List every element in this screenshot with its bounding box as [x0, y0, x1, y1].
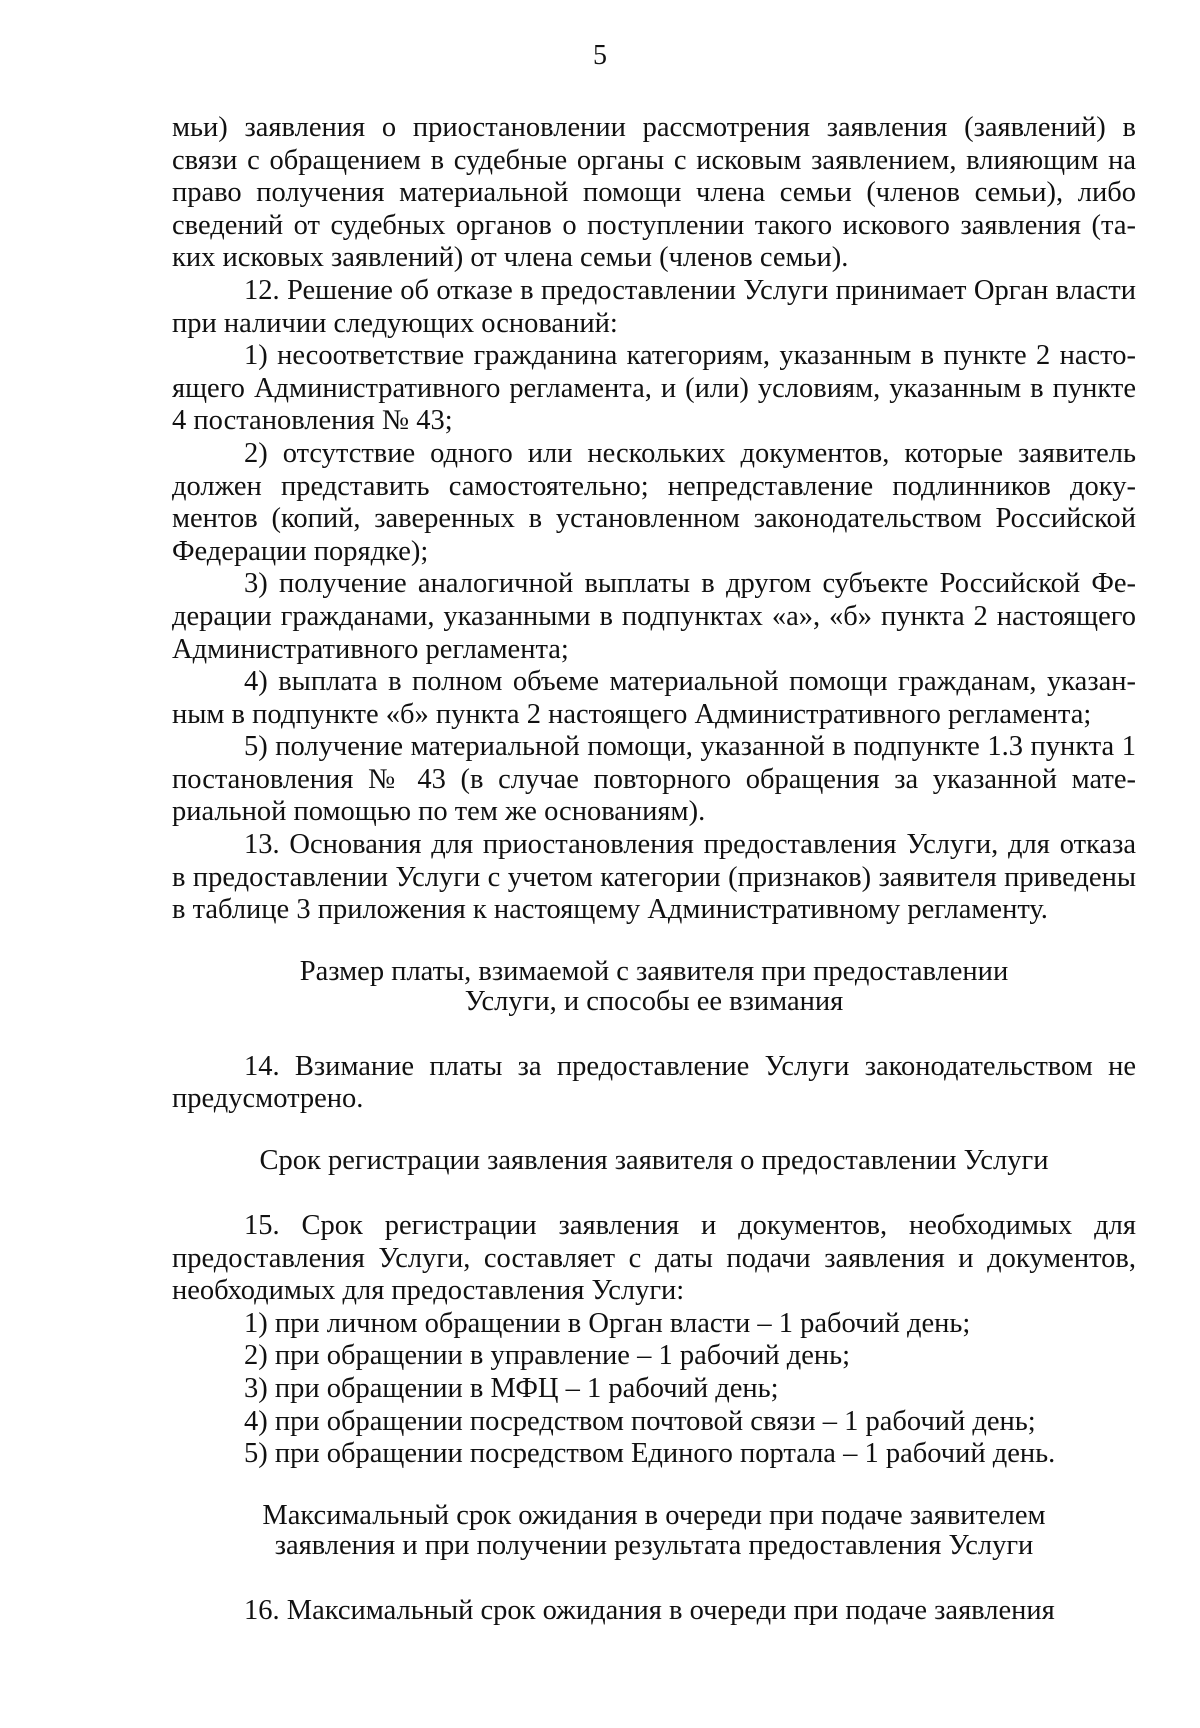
section-heading-queue-line-2: заявления и при получении результата предоставления Услуги — [274, 1529, 1034, 1561]
paragraph-14: 14. Взимание платы за предоставление Услуги законодательством не предусмотрено. — [172, 1050, 1136, 1115]
list-item-15-5: 5) при обращении посредством Единого портала – 1 рабочий день. — [244, 1438, 1056, 1470]
section-heading-queue-line-1: Максимальный срок ожидания в очереди при подаче заявителем — [262, 1499, 1046, 1531]
list-item-12-4: 4) выплата в полном объеме материальной помощи гражданам, указанным в подпункте «б» пункта 2 настоящего Административного регламента; — [172, 666, 1136, 730]
paragraph-15: 15. Срок регистрации заявления и документов, необходимых для предоставления Услуги, составляет с даты подачи заявления и документов, необходимых для предоставления Услуги: — [172, 1210, 1136, 1307]
list-item-12-5: 5) получение материальной помощи, указанной в подпункте 1.3 пункта 1 постановления № 43 (в случае повторного обращения за указанной материальной помощью по тем же основаниям). — [172, 731, 1136, 828]
section-heading-fee — [172, 957, 1136, 1017]
list-item-15-3: 3) при обращении в МФЦ – 1 рабочий день; — [244, 1373, 779, 1404]
list-item-15-1: 1) при личном обращении в Орган власти – 1 рабочий день; — [244, 1307, 971, 1339]
list-item-15-2: 2) при обращении в управление – 1 рабочий день; — [244, 1340, 851, 1372]
section-heading-registration — [172, 1146, 1136, 1176]
section-heading-fee-line-1: Размер платы, взимаемой с заявителя при предоставлении — [299, 955, 1009, 987]
page-number: 5 — [593, 40, 607, 71]
paragraph-16: 16. Максимальный срок ожидания в очереди при подаче заявления — [244, 1594, 1055, 1626]
document-body — [172, 112, 1136, 1627]
list-item-12-3: 3) получение аналогичной выплаты в другом субъекте Российской Федерации гражданами, указанными в подпунктах «а», «б» пункта 2 настоящего Административного регламента; — [172, 568, 1136, 665]
list-item-15-4: 4) при обращении посредством почтовой связи – 1 рабочий день; — [244, 1405, 1036, 1437]
paragraph-12: 12. Решение об отказе в предоставлении Услуги принимает Орган власти при наличии следующих оснований: — [172, 274, 1136, 339]
paragraph-continuation: мьи) заявления о приостановлении рассмотрения заявления (заявлений) в связи с обращением в судебные органы с исковым заявлением, влияющим на право получения материальной помощи члена семьи (членов семьи), либо сведений от судебных органов о поступлении такого искового заявления (таких исковых заявлений) от члена семьи (членов семьи). — [172, 112, 1136, 274]
list-item-12-2: 2) отсутствие одного или нескольких документов, которые заявитель должен представить самостоятельно; непредставление подлинников документов (копий, заверенных в установленном законодательством Российской Федерации порядке); — [172, 437, 1136, 567]
list-item-12-1: 1) несоответствие гражданина категориям, указанным в пункте 2 настоящего Административного регламента, и (или) условиям, указанным в пункте 4 постановления № 43; — [172, 340, 1136, 437]
paragraph-13: 13. Основания для приостановления предоставления Услуги, для отказа в предоставлении Услуги с учетом категории (признаков) заявителя приведены в таблице 3 приложения к настоящему Административному регламенту. — [172, 829, 1136, 926]
section-heading-registration-line-1: Срок регистрации заявления заявителя о предоставлении Услуги — [259, 1145, 1049, 1177]
section-heading-fee-line-2: Услуги, и способы ее взимания — [464, 985, 844, 1017]
section-heading-queue — [172, 1501, 1136, 1561]
